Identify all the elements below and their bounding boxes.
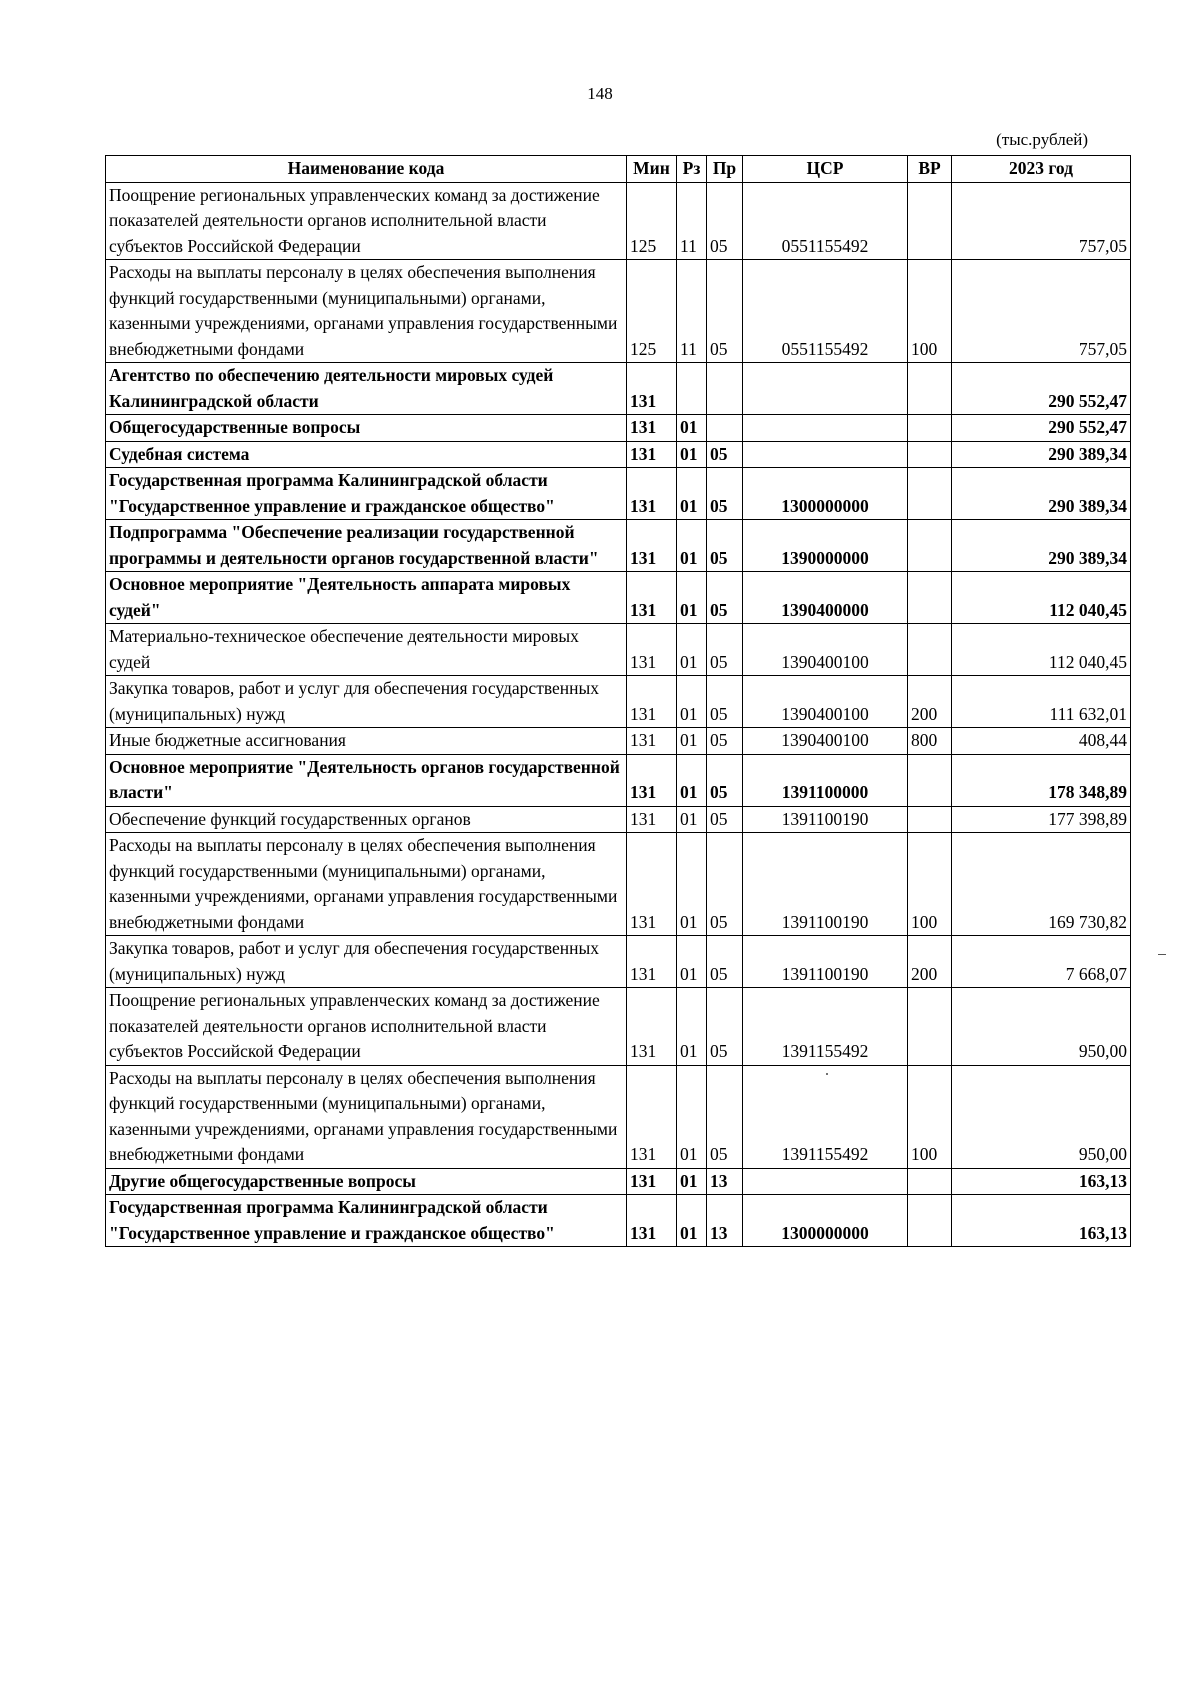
cell-min: 131 [627, 468, 677, 520]
cell-amount: 290 552,47 [952, 363, 1131, 415]
table-row [106, 260, 1131, 363]
cell-rz: 01 [677, 806, 707, 833]
cell-name: Другие общегосударственные вопросы [106, 1168, 627, 1195]
cell-name: Расходы на выплаты персоналу в целях обеспечения выполнения функций государственными (муниципальными) органами, казенными учреждениями, органами управления государственными внебюджетными фондами [106, 260, 627, 363]
cell-csr: 1300000000 [743, 468, 908, 520]
cell-pr: 13 [707, 1168, 743, 1195]
cell-amount: 7 668,07 [952, 936, 1131, 988]
cell-csr: 0551155492 [743, 260, 908, 363]
cell-min: 131 [627, 572, 677, 624]
table-row [106, 676, 1131, 728]
cell-csr: 1300000000 [743, 1195, 908, 1247]
cell-name: Закупка товаров, работ и услуг для обеспечения государственных (муниципальных) нужд [106, 936, 627, 988]
cell-pr: 05 [707, 182, 743, 260]
cell-vr [908, 1195, 952, 1247]
cell-name: Расходы на выплаты персоналу в целях обеспечения выполнения функций государственными (муниципальными) органами, казенными учреждениями, органами управления государственными внебюджетными фондами [106, 833, 627, 936]
cell-amount: 408,44 [952, 728, 1131, 755]
cell-vr: 100 [908, 260, 952, 363]
cell-csr [743, 1168, 908, 1195]
header-pr: Пр [707, 156, 743, 183]
cell-min: 125 [627, 260, 677, 363]
cell-rz: 01 [677, 1065, 707, 1168]
cell-vr [908, 754, 952, 806]
cell-csr: 0551155492 [743, 182, 908, 260]
cell-min: 131 [627, 1168, 677, 1195]
cell-amount: 290 389,34 [952, 468, 1131, 520]
table-row [106, 936, 1131, 988]
cell-pr: 05 [707, 441, 743, 468]
cell-vr [908, 363, 952, 415]
cell-csr: 1390400100 [743, 728, 908, 755]
cell-amount: 111 632,01 [952, 676, 1131, 728]
table-row [106, 363, 1131, 415]
header-vr: ВР [908, 156, 952, 183]
cell-rz [677, 363, 707, 415]
cell-amount: 290 552,47 [952, 415, 1131, 442]
cell-name: Судебная система [106, 441, 627, 468]
cell-rz: 01 [677, 572, 707, 624]
cell-csr: 1391155492 [743, 988, 908, 1066]
cell-name: Государственная программа Калининградской области "Государственное управление и гражданское общество" [106, 468, 627, 520]
cell-rz: 01 [677, 520, 707, 572]
cell-rz: 01 [677, 988, 707, 1066]
cell-min: 131 [627, 520, 677, 572]
cell-vr [908, 988, 952, 1066]
cell-min: 131 [627, 363, 677, 415]
cell-pr: 05 [707, 936, 743, 988]
cell-rz: 01 [677, 441, 707, 468]
cell-pr: 05 [707, 624, 743, 676]
cell-vr [908, 468, 952, 520]
cell-min: 131 [627, 441, 677, 468]
cell-rz: 11 [677, 182, 707, 260]
table-row [106, 1168, 1131, 1195]
cell-amount: 290 389,34 [952, 520, 1131, 572]
cell-vr: 200 [908, 676, 952, 728]
cell-min: 131 [627, 624, 677, 676]
cell-rz: 01 [677, 1168, 707, 1195]
cell-rz: 01 [677, 624, 707, 676]
cell-name: Иные бюджетные ассигнования [106, 728, 627, 755]
table-row [106, 833, 1131, 936]
cell-name: Агентство по обеспечению деятельности мировых судей Калининградской области [106, 363, 627, 415]
cell-min: 131 [627, 833, 677, 936]
cell-name: Государственная программа Калининградской области "Государственное управление и гражданское общество" [106, 1195, 627, 1247]
cell-amount: 950,00 [952, 1065, 1131, 1168]
cell-amount: 177 398,89 [952, 806, 1131, 833]
cell-pr: 05 [707, 833, 743, 936]
scan-mark [1158, 954, 1166, 955]
cell-amount: 178 348,89 [952, 754, 1131, 806]
table-row [106, 415, 1131, 442]
cell-vr [908, 806, 952, 833]
cell-amount: 169 730,82 [952, 833, 1131, 936]
cell-csr: 1390400100 [743, 624, 908, 676]
cell-name: Закупка товаров, работ и услуг для обеспечения государственных (муниципальных) нужд [106, 676, 627, 728]
cell-pr: 05 [707, 728, 743, 755]
table-row [106, 988, 1131, 1066]
header-rz: Рз [677, 156, 707, 183]
cell-min: 131 [627, 1065, 677, 1168]
cell-rz: 01 [677, 468, 707, 520]
cell-amount: 757,05 [952, 260, 1131, 363]
cell-vr [908, 441, 952, 468]
table-row [106, 728, 1131, 755]
cell-rz: 01 [677, 728, 707, 755]
cell-vr [908, 572, 952, 624]
cell-csr [743, 363, 908, 415]
scan-dot [826, 1073, 828, 1075]
cell-name: Основное мероприятие "Деятельность органов государственной власти" [106, 754, 627, 806]
cell-csr: 1391100190 [743, 833, 908, 936]
cell-pr [707, 415, 743, 442]
cell-pr: 05 [707, 754, 743, 806]
cell-csr: 1391100190 [743, 936, 908, 988]
cell-amount: 290 389,34 [952, 441, 1131, 468]
cell-min: 131 [627, 806, 677, 833]
cell-pr: 05 [707, 468, 743, 520]
cell-vr: 100 [908, 1065, 952, 1168]
table-header-row [106, 156, 1131, 183]
table-row [106, 182, 1131, 260]
cell-csr [743, 441, 908, 468]
cell-rz: 01 [677, 415, 707, 442]
cell-csr: 1391100190 [743, 806, 908, 833]
cell-vr: 800 [908, 728, 952, 755]
cell-name: Общегосударственные вопросы [106, 415, 627, 442]
header-name: Наименование кода [106, 156, 627, 183]
budget-table [105, 155, 1131, 1247]
cell-pr: 05 [707, 260, 743, 363]
cell-vr: 200 [908, 936, 952, 988]
header-csr: ЦСР [743, 156, 908, 183]
page-number: 148 [587, 84, 613, 103]
cell-csr: 1390000000 [743, 520, 908, 572]
cell-min: 131 [627, 415, 677, 442]
cell-rz: 01 [677, 833, 707, 936]
table-row [106, 1195, 1131, 1247]
cell-vr [908, 415, 952, 442]
cell-csr: 1390400100 [743, 676, 908, 728]
header-min: Мин [627, 156, 677, 183]
cell-pr: 05 [707, 1065, 743, 1168]
table-row [106, 441, 1131, 468]
cell-vr: 100 [908, 833, 952, 936]
cell-pr: 05 [707, 572, 743, 624]
table-row [106, 624, 1131, 676]
cell-min: 131 [627, 988, 677, 1066]
table-row [106, 572, 1131, 624]
cell-rz: 01 [677, 1195, 707, 1247]
cell-vr [908, 1168, 952, 1195]
cell-rz: 11 [677, 260, 707, 363]
cell-rz: 01 [677, 936, 707, 988]
units-label: (тыс.рублей) [996, 130, 1088, 149]
table-body [106, 182, 1131, 1247]
cell-csr: 1391100000 [743, 754, 908, 806]
cell-csr: 1391155492 [743, 1065, 908, 1168]
cell-rz: 01 [677, 676, 707, 728]
table-row [106, 520, 1131, 572]
cell-pr: 05 [707, 988, 743, 1066]
cell-amount: 163,13 [952, 1168, 1131, 1195]
cell-name: Обеспечение функций государственных органов [106, 806, 627, 833]
cell-name: Подпрограмма "Обеспечение реализации государственной программы и деятельности органов государственной власти" [106, 520, 627, 572]
cell-name: Основное мероприятие "Деятельность аппарата мировых судей" [106, 572, 627, 624]
cell-csr [743, 415, 908, 442]
cell-pr: 13 [707, 1195, 743, 1247]
cell-csr: 1390400000 [743, 572, 908, 624]
table-row [106, 754, 1131, 806]
cell-name: Поощрение региональных управленческих команд за достижение показателей деятельности органов исполнительной власти субъектов Российской Федерации [106, 182, 627, 260]
cell-min: 131 [627, 728, 677, 755]
cell-pr: 05 [707, 520, 743, 572]
cell-min: 131 [627, 936, 677, 988]
cell-vr [908, 520, 952, 572]
cell-amount: 112 040,45 [952, 572, 1131, 624]
cell-min: 131 [627, 754, 677, 806]
cell-rz: 01 [677, 754, 707, 806]
cell-amount: 163,13 [952, 1195, 1131, 1247]
cell-name: Материально-техническое обеспечение деятельности мировых судей [106, 624, 627, 676]
cell-name: Расходы на выплаты персоналу в целях обеспечения выполнения функций государственными (муниципальными) органами, казенными учреждениями, органами управления государственными внебюджетными фондами [106, 1065, 627, 1168]
cell-min: 131 [627, 1195, 677, 1247]
cell-min: 125 [627, 182, 677, 260]
cell-pr: 05 [707, 806, 743, 833]
cell-pr [707, 363, 743, 415]
cell-min: 131 [627, 676, 677, 728]
header-year: 2023 год [952, 156, 1131, 183]
table-row [106, 806, 1131, 833]
cell-vr [908, 182, 952, 260]
table-row [106, 1065, 1131, 1168]
cell-vr [908, 624, 952, 676]
cell-name: Поощрение региональных управленческих команд за достижение показателей деятельности органов исполнительной власти субъектов Российской Федерации [106, 988, 627, 1066]
cell-amount: 950,00 [952, 988, 1131, 1066]
cell-amount: 112 040,45 [952, 624, 1131, 676]
table-row [106, 468, 1131, 520]
cell-amount: 757,05 [952, 182, 1131, 260]
cell-pr: 05 [707, 676, 743, 728]
